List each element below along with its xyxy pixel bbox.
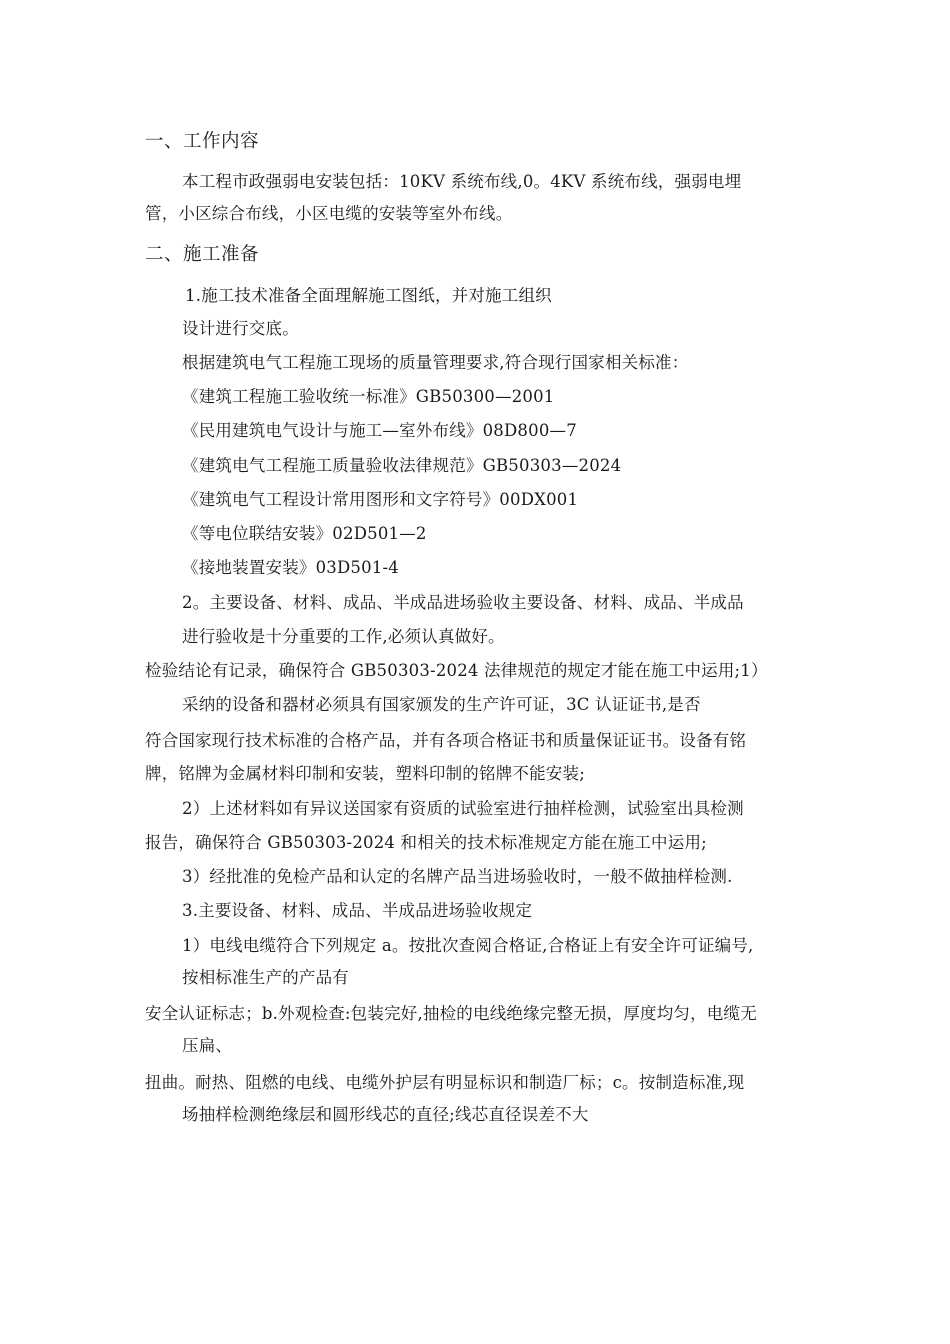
standard-reference: 《建筑工程施工验收统一标准》GB50300—2001	[182, 387, 555, 406]
paragraph-line: 设计进行交底。	[182, 319, 299, 338]
paragraph-line: 3）经批准的免检产品和认定的名牌产品当进场验收时，一般不做抽样检测.	[182, 867, 733, 886]
paragraph-line: 2）上述材料如有异议送国家有资质的试验室进行抽样检测，试验室出具检测	[182, 799, 744, 818]
paragraph-line: 采纳的设备和器材必须具有国家颁发的生产许可证，3C 认证证书,是否	[182, 695, 701, 714]
paragraph-line: 牌，铭牌为金属材料印制和安装，塑料印制的铭牌不能安装;	[145, 764, 585, 783]
section-heading-construction-preparation: 二、施工准备	[145, 244, 260, 265]
standard-reference: 《等电位联结安装》02D501—2	[182, 524, 427, 543]
paragraph-line: 3.主要设备、材料、成品、半成品进场验收规定	[182, 901, 533, 920]
paragraph-line: 检验结论有记录，确保符合 GB50303-2024 法律规范的规定才能在施工中运用;1）	[145, 661, 768, 680]
paragraph-line: 本工程市政强弱电安装包括：10KV 系统布线,0。4KV 系统布线，强弱电埋	[182, 172, 742, 191]
paragraph-line: 1）电线电缆符合下列规定 a。按批次查阅合格证,合格证上有安全许可证编号,	[182, 936, 754, 955]
paragraph-line: 压扁、	[182, 1036, 233, 1055]
standard-reference: 《建筑电气工程施工质量验收法律规范》GB50303—2024	[182, 456, 622, 475]
paragraph-line: 进行验收是十分重要的工作,必须认真做好。	[182, 627, 505, 646]
paragraph-line: 场抽样检测绝缘层和圆形线芯的直径;线芯直径误差不大	[182, 1105, 589, 1124]
paragraph-line: 1.施工技术准备全面理解施工图纸，并对施工组织	[185, 286, 552, 305]
paragraph-line: 2。主要设备、材料、成品、半成品进场验收主要设备、材料、成品、半成品	[182, 593, 744, 612]
standard-reference: 《民用建筑电气设计与施工—室外布线》08D800—7	[182, 421, 577, 440]
section-heading-work-content: 一、工作内容	[145, 131, 260, 152]
paragraph-line: 管，小区综合布线，小区电缆的安装等室外布线。	[145, 204, 513, 223]
paragraph-line: 安全认证标志；b.外观检查:包装完好,抽检的电线绝缘完整无损，厚度均匀，电缆无	[145, 1004, 757, 1023]
paragraph-line: 根据建筑电气工程施工现场的质量管理要求,符合现行国家相关标准：	[182, 353, 689, 372]
standard-reference: 《建筑电气工程设计常用图形和文字符号》00DX001	[182, 490, 579, 509]
paragraph-line: 按相标准生产的产品有	[182, 968, 349, 987]
paragraph-line: 报告，确保符合 GB50303-2024 和相关的技术标准规定方能在施工中运用;	[145, 833, 707, 852]
paragraph-line: 扭曲。耐热、阻燃的电线、电缆外护层有明显标识和制造厂标；c。按制造标准,现	[145, 1073, 745, 1092]
standard-reference: 《接地装置安装》03D501-4	[182, 558, 399, 577]
paragraph-line: 符合国家现行技术标准的合格产品，并有各项合格证书和质量保证证书。设备有铭	[145, 731, 747, 750]
